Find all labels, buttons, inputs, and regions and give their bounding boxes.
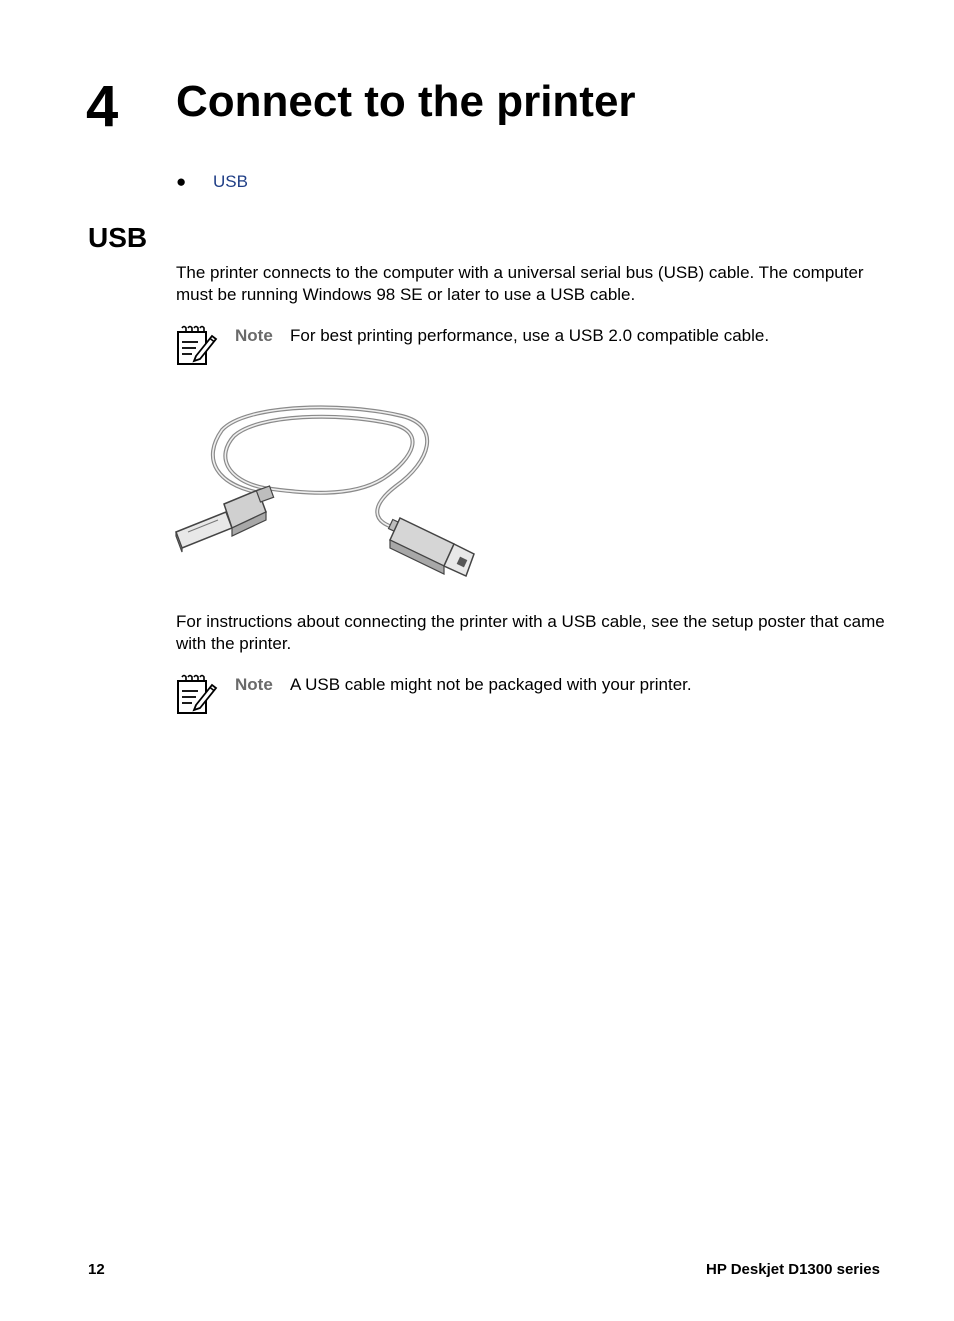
instructions-paragraph: For instructions about connecting the printer with a USB cable, see the setup poster that came with the printer.	[176, 612, 885, 653]
usb-cable-illustration	[174, 402, 486, 582]
toc-link-usb[interactable]: USB	[213, 172, 248, 191]
bullet-icon: ●	[176, 172, 187, 191]
chapter-number: 4	[86, 74, 119, 139]
chapter-title: Connect to the printer	[176, 77, 636, 126]
note-text: For best printing performance, use a USB 2.0 compatible cable.	[290, 326, 770, 345]
section-heading: USB	[88, 222, 148, 253]
note-label: Note	[235, 326, 273, 345]
note-icon	[176, 673, 218, 715]
note-icon	[176, 324, 218, 366]
intro-paragraph: The printer connects to the computer with a universal serial bus (USB) cable. The computer must be running Windows 98 SE or later to use a USB cable.	[176, 263, 864, 304]
chapter-toc	[176, 172, 248, 192]
footer-page-number: 12	[88, 1261, 105, 1278]
note-block-2	[176, 673, 896, 717]
note-text: A USB cable might not be packaged with your printer.	[290, 675, 692, 694]
note-block-1	[176, 324, 896, 368]
footer-product-name: HP Deskjet D1300 series	[705, 1261, 880, 1278]
note-label: Note	[235, 675, 273, 694]
